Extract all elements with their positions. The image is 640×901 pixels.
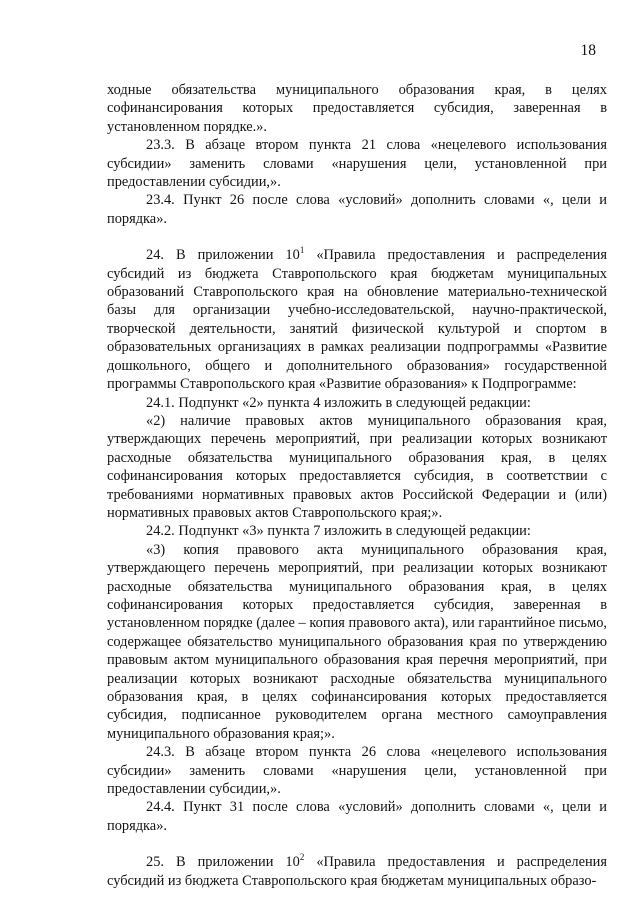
paragraph-continuation: ходные обязательства муниципального образования края, в целях софинансирования которых предоставляется субсидия, заверенная в установленном порядке.». xyxy=(107,82,607,135)
paragraph-24 xyxy=(107,246,607,393)
paragraph-25-superscript: 2 xyxy=(299,852,305,863)
paragraph-24-1-quote: «2) наличие правовых актов муниципального образования края, утверждающих перечень мероприятий, при реализации которых возникают расходные обязательства муниципального образования края, в целях софинансирования которых предоставляется субсидия, в соответствии с требованиями нормативных правовых актов Российской Федерации и (или) нормативных правовых актов Ставропольского края;». xyxy=(107,412,607,521)
paragraph-23-4: 23.4. Пункт 26 после слова «условий» дополнить словами «, цели и порядка». xyxy=(107,192,607,227)
page-number: 18 xyxy=(580,42,596,59)
paragraph-25-lead: 25. В приложении 10 xyxy=(146,854,300,871)
paragraph-25 xyxy=(107,853,607,890)
paragraph-24-2-quote: «3) копия правового акта муниципального образования края, утверждающего перечень мероприятий, при реализации которых возникают расходные обязательства муниципального образования края, в целях софинансирования которых предоставляется субсидия, заверенная в установленном порядке (далее – копия правового акта), или гарантийное письмо, содержащее обязательство муниципального образования края по утверждению правовым актом муниципального образования края перечня мероприятий, при реализации которых возникают расходные обязательства муниципального образования края, в целях софинансирования которых предоставляется субсидия, подписанное руководителем органа местного самоуправления муниципального образования края;». xyxy=(107,541,607,742)
paragraph-24-lead: 24. В приложении 10 xyxy=(146,247,300,264)
paragraph-24-2: 24.2. Подпункт «3» пункта 7 изложить в следующей редакции: xyxy=(146,523,531,540)
paragraph-24-1: 24.1. Подпункт «2» пункта 4 изложить в следующей редакции: xyxy=(146,394,531,411)
paragraph-24-body: «Правила предоставления и распределения субсидий из бюджета Ставропольского края бюджетам муниципальных образований Ставропольского края на обновление материально-технической базы для организации учебно-исследовательской, научно-практической, творческой деятельности, занятий физической культурой и спортом в образовательных организациях в рамках реализации подпрограммы «Развитие дошкольного, общего и дополнительного образования» государственной программы Ставропольского края «Развитие образования» к Подпрограмме: xyxy=(107,247,608,393)
paragraph-24-superscript: 1 xyxy=(299,245,305,256)
paragraph-23-3: 23.3. В абзаце втором пункта 21 слова «нецелевого использования субсидии» заменить словами «нарушения цели, установленной при предоставлении субсидии,». xyxy=(107,137,607,191)
paragraph-25-body: «Правила предоставления и распределения субсидий из бюджета Ставропольского края бюджетам муниципальных образо- xyxy=(107,854,608,889)
paragraph-24-3: 24.3. В абзаце втором пункта 26 слова «нецелевого использования субсидии» заменить словами «нарушения цели, установленной при предоставлении субсидии,». xyxy=(107,744,607,798)
paragraph-24-4: 24.4. Пункт 31 после слова «условий» дополнить словами «, цели и порядка». xyxy=(107,799,607,834)
body-text xyxy=(107,81,607,890)
